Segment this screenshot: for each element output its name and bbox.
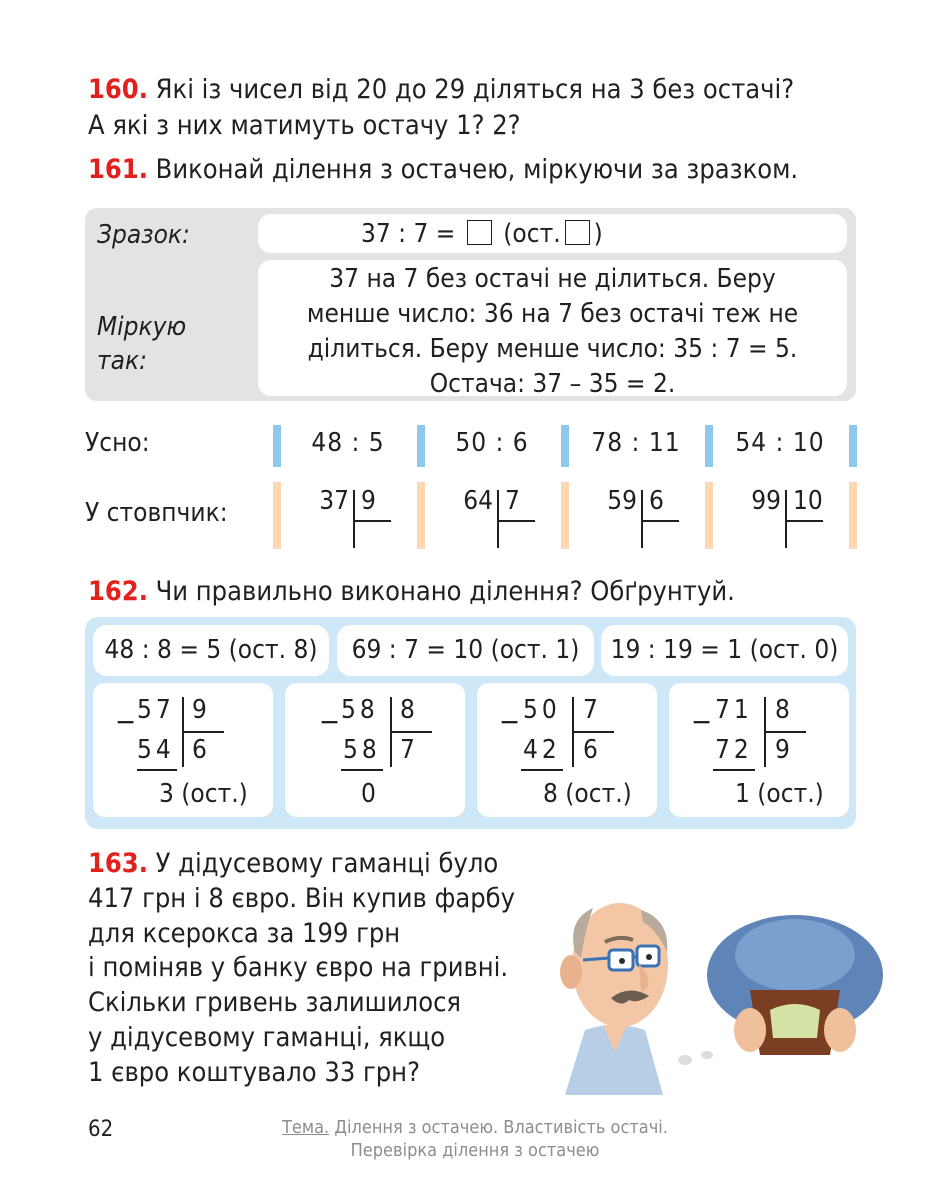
- sample-box: [258, 214, 847, 253]
- glasses-arm: [583, 958, 609, 960]
- subtrahend: 58: [343, 735, 381, 765]
- reasoning-line: ділиться. Беру менше число: 35 : 7 = 5.: [307, 334, 798, 364]
- division-bracket-line: [390, 731, 432, 733]
- thought-dot: [678, 1055, 692, 1065]
- exercise-163: [88, 847, 515, 1091]
- reason-label-line: так:: [97, 346, 147, 376]
- minus-sign: −: [691, 705, 713, 738]
- dividend: 50: [523, 695, 561, 725]
- dividend: 57: [137, 695, 175, 725]
- divisor: 9: [361, 486, 376, 516]
- equation-pill: 48 : 8 = 5 (ост. 8): [93, 625, 329, 676]
- divider-bar: [561, 482, 569, 549]
- dividend: 37: [319, 486, 349, 516]
- reason-label-line: Міркую: [97, 312, 187, 342]
- divisor: 7: [583, 695, 602, 725]
- reasoning-line: менше число: 36 на 7 без остачі теж не: [306, 299, 799, 329]
- division-bracket: [353, 490, 355, 548]
- page-number: 62: [88, 1117, 114, 1142]
- subtraction-line: [341, 769, 383, 771]
- exercise-text: У дідусевому гаманці було: [155, 848, 499, 879]
- exercise-text: Виконай ділення з остачею, міркуючи за зразком.: [155, 154, 799, 185]
- eye: [619, 958, 625, 964]
- reasoning-line: Остача: 37 – 35 = 2.: [429, 369, 676, 399]
- subtrahend: 72: [715, 735, 753, 765]
- division-card: [285, 683, 465, 817]
- dividend: 71: [715, 695, 753, 725]
- sample-close-paren: ): [593, 219, 603, 249]
- divider-bar: [705, 482, 713, 549]
- topic-line: Перевірка ділення з остачею: [350, 1140, 600, 1161]
- remainder: 0: [361, 779, 376, 809]
- division-bracket: [497, 490, 499, 548]
- subtraction-line: [521, 769, 563, 771]
- subtraction-line: [137, 769, 177, 771]
- division-bracket-line: [182, 731, 224, 733]
- quotient: 9: [775, 735, 794, 765]
- division-bracket: [641, 490, 643, 548]
- dividend: 59: [607, 486, 637, 516]
- exercise-number: 163.: [88, 848, 148, 879]
- oral-expression: 78 : 11: [591, 428, 681, 458]
- oral-expression: 48 : 5: [311, 428, 385, 458]
- minus-sign: −: [499, 705, 521, 738]
- divisor: 9: [192, 695, 211, 725]
- oral-expression: 50 : 6: [455, 428, 529, 458]
- equation-pill: 19 : 19 = 1 (ост. 0): [601, 625, 848, 676]
- quotient: 6: [583, 735, 602, 765]
- division-bracket-line: [641, 520, 679, 522]
- divider-bar: [849, 425, 857, 467]
- remainder-square: [565, 220, 590, 245]
- exercise-text: для ксерокса за 199 грн: [88, 917, 401, 949]
- exercise-161-heading: [88, 152, 798, 188]
- exercise-number: 161.: [88, 154, 148, 185]
- divisor: 7: [505, 486, 520, 516]
- quotient: 6: [192, 735, 211, 765]
- banknotes-shape: [770, 1004, 820, 1038]
- minus-sign: −: [319, 705, 341, 738]
- jacket-shape: [735, 919, 855, 991]
- remainder: 1 (ост.): [735, 779, 824, 809]
- subtraction-line: [713, 769, 755, 771]
- exercise-text: у дідусевому гаманці, якщо: [88, 1021, 446, 1053]
- sample-label: Зразок:: [97, 220, 190, 250]
- divisor: 8: [400, 695, 419, 725]
- divider-bar: [417, 482, 425, 549]
- dividend: 58: [341, 695, 379, 725]
- grandfather-illustration: [545, 880, 890, 1095]
- topic-line: Ділення з остачею. Властивість остачі.: [334, 1117, 668, 1138]
- glasses-bridge: [633, 956, 637, 958]
- sample-expression: [361, 216, 603, 252]
- divider-bar: [273, 482, 281, 549]
- dividend: 64: [463, 486, 493, 516]
- division-card: [477, 683, 657, 817]
- subtrahend: 54: [137, 735, 175, 765]
- division-card: [93, 683, 273, 817]
- quotient: 7: [400, 735, 419, 765]
- exercise-text: і поміняв у банку євро на гривні.: [88, 952, 509, 984]
- remainder: 3 (ост.): [159, 779, 248, 809]
- thought-dot: [701, 1051, 713, 1059]
- division-bracket-line: [572, 731, 614, 733]
- exercise-text: Чи правильно виконано ділення? Обґрунтуй.: [155, 576, 735, 607]
- reasoning-box: [258, 260, 847, 399]
- exercise-text: 417 грн і 8 євро. Він купив фарбу: [88, 882, 516, 914]
- minus-sign: −: [115, 705, 137, 738]
- division-bracket-line: [785, 520, 823, 522]
- topic-footer: [255, 1116, 695, 1162]
- oral-label: Усно:: [85, 428, 150, 458]
- exercise-text: 1 євро коштувало 33 грн?: [88, 1056, 420, 1088]
- exercise-text: Скільки гривень залишилося: [88, 987, 462, 1019]
- division-card: [669, 683, 849, 817]
- dividend: 99: [751, 486, 781, 516]
- topic-label: Тема.: [282, 1117, 330, 1138]
- eye: [646, 954, 652, 960]
- reason-label: [97, 310, 186, 378]
- answer-square: [467, 220, 492, 245]
- division-bracket: [785, 490, 787, 548]
- remainder: 8 (ост.): [543, 779, 632, 809]
- column-label: У стовпчик:: [85, 498, 228, 528]
- divisor: 10: [793, 486, 823, 516]
- reasoning-line: 37 на 7 без остачі не ділиться. Беру: [329, 264, 776, 294]
- exercise-text: А які з них матимуть остачу 1? 2?: [88, 110, 521, 141]
- exercise-number: 162.: [88, 576, 148, 607]
- divider-bar: [273, 425, 281, 467]
- divider-bar: [849, 482, 857, 549]
- exercise-text: Які із чисел від 20 до 29 діляться на 3 без остачі?: [155, 74, 795, 105]
- division-bracket-line: [764, 731, 806, 733]
- division-bracket-line: [497, 520, 535, 522]
- sample-expr-text: 37 : 7 =: [361, 219, 456, 249]
- divider-bar: [705, 425, 713, 467]
- subtrahend: 42: [523, 735, 561, 765]
- exercise-number: 160.: [88, 74, 148, 105]
- equation-pill: 69 : 7 = 10 (ост. 1): [337, 625, 594, 676]
- divider-bar: [561, 425, 569, 467]
- hand-shape: [824, 1008, 856, 1052]
- oral-expression: 54 : 10: [735, 428, 825, 458]
- divisor: 6: [649, 486, 664, 516]
- sample-remainder-text: (ост.: [503, 219, 561, 249]
- exercise-162-heading: [88, 574, 735, 610]
- divider-bar: [417, 425, 425, 467]
- hand-shape: [734, 1008, 766, 1052]
- exercise-160: [88, 72, 794, 144]
- ear-shape: [560, 955, 582, 989]
- divisor: 8: [775, 695, 794, 725]
- division-bracket-line: [353, 520, 391, 522]
